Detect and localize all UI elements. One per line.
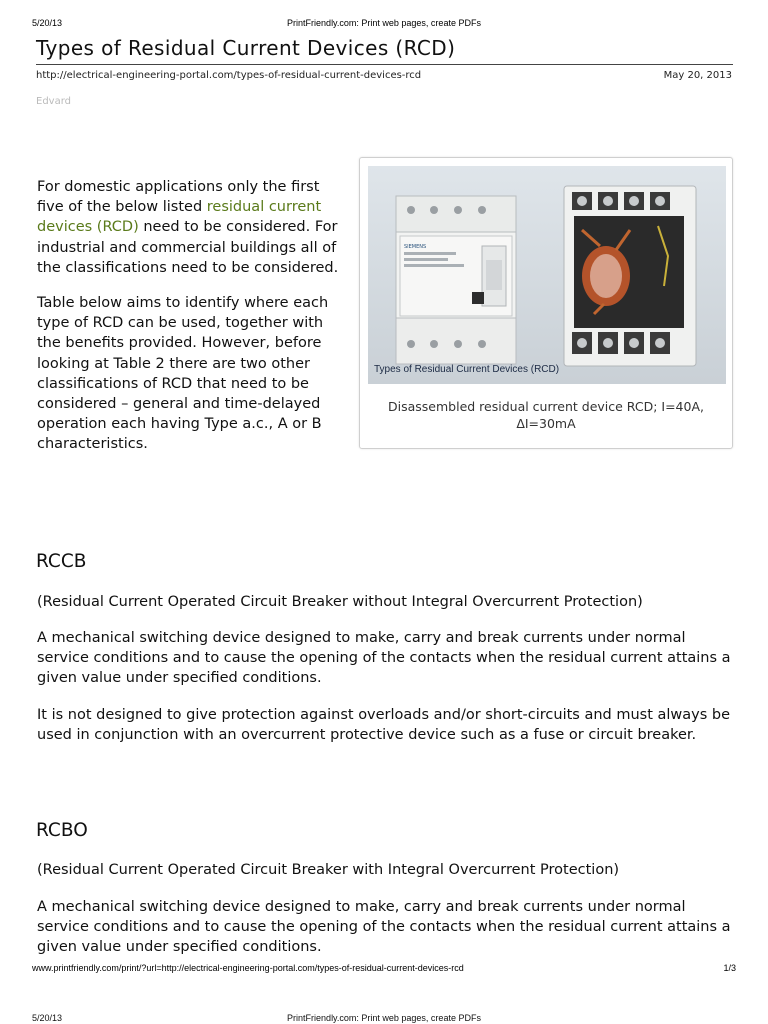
intro-paragraph-2: Table below aims to identify where each type of RCD can be used, together with the benefits provided. However, before looking at Table 2 there are two other classifications of RCD that need to be considered – general and time-delayed operation each having Type a.c., A or B characteristics. — [37, 295, 329, 453]
page-number: 1/3 — [723, 963, 736, 973]
footer-url: www.printfriendly.com/print/?url=http://electrical-engineering-portal.com/types-of-residual-current-devices-rcd — [32, 963, 464, 973]
author-name: Edvard — [36, 96, 71, 107]
rccb-paragraph-1: A mechanical switching device designed to make, carry and break currents under normal service conditions and to cause the opening of the contacts when the residual current attains a given value under specified conditions. — [37, 630, 731, 687]
rcd-photo — [368, 166, 726, 384]
print-header-title: PrintFriendly.com: Print web pages, create PDFs — [287, 18, 481, 28]
print-date: 5/20/13 — [32, 18, 63, 28]
intro-text — [37, 177, 343, 470]
intro-paragraph-1: For domestic applications only the first five of the below listed residual current devices (RCD) need to be considered. For industrial and commercial buildings all of the classifications need to be considered. — [37, 179, 339, 276]
figure — [359, 157, 733, 449]
page-title: Types of Residual Current Devices (RCD) — [36, 36, 456, 60]
rccb-paragraph-2: It is not designed to give protection against overloads and/or short-circuits and must always be used in conjunction with an overcurrent protective device such as a fuse or circuit breaker. — [37, 707, 731, 744]
next-page-date: 5/20/13 — [32, 1013, 63, 1023]
rccb-subtitle: (Residual Current Operated Circuit Breaker without Integral Overcurrent Protection) — [37, 594, 643, 610]
source-url[interactable]: http://electrical-engineering-portal.com/types-of-residual-current-devices-rcd — [36, 70, 422, 81]
rcd-photo-drawing — [368, 166, 726, 384]
title-divider — [36, 64, 733, 65]
section-title-rccb: RCCB — [36, 551, 87, 572]
figure-caption: Disassembled residual current device RCD; I=40A, ΔI=30mA — [388, 399, 704, 431]
device-brand: SIEMENS — [404, 244, 427, 250]
source-date: May 20, 2013 — [663, 70, 732, 81]
next-page-title: PrintFriendly.com: Print web pages, create PDFs — [287, 1013, 481, 1023]
section-title-rcbo: RCBO — [36, 820, 88, 841]
photo-label: Types of Residual Current Devices (RCD) — [374, 364, 560, 375]
rcbo-subtitle: (Residual Current Operated Circuit Breaker with Integral Overcurrent Protection) — [37, 862, 620, 878]
rcbo-paragraph-1: A mechanical switching device designed to make, carry and break currents under normal service conditions and to cause the opening of the contacts when the residual current attains a given value under specified conditions. — [37, 899, 731, 956]
rcd-link[interactable]: residual current devices (RCD) — [37, 199, 322, 236]
